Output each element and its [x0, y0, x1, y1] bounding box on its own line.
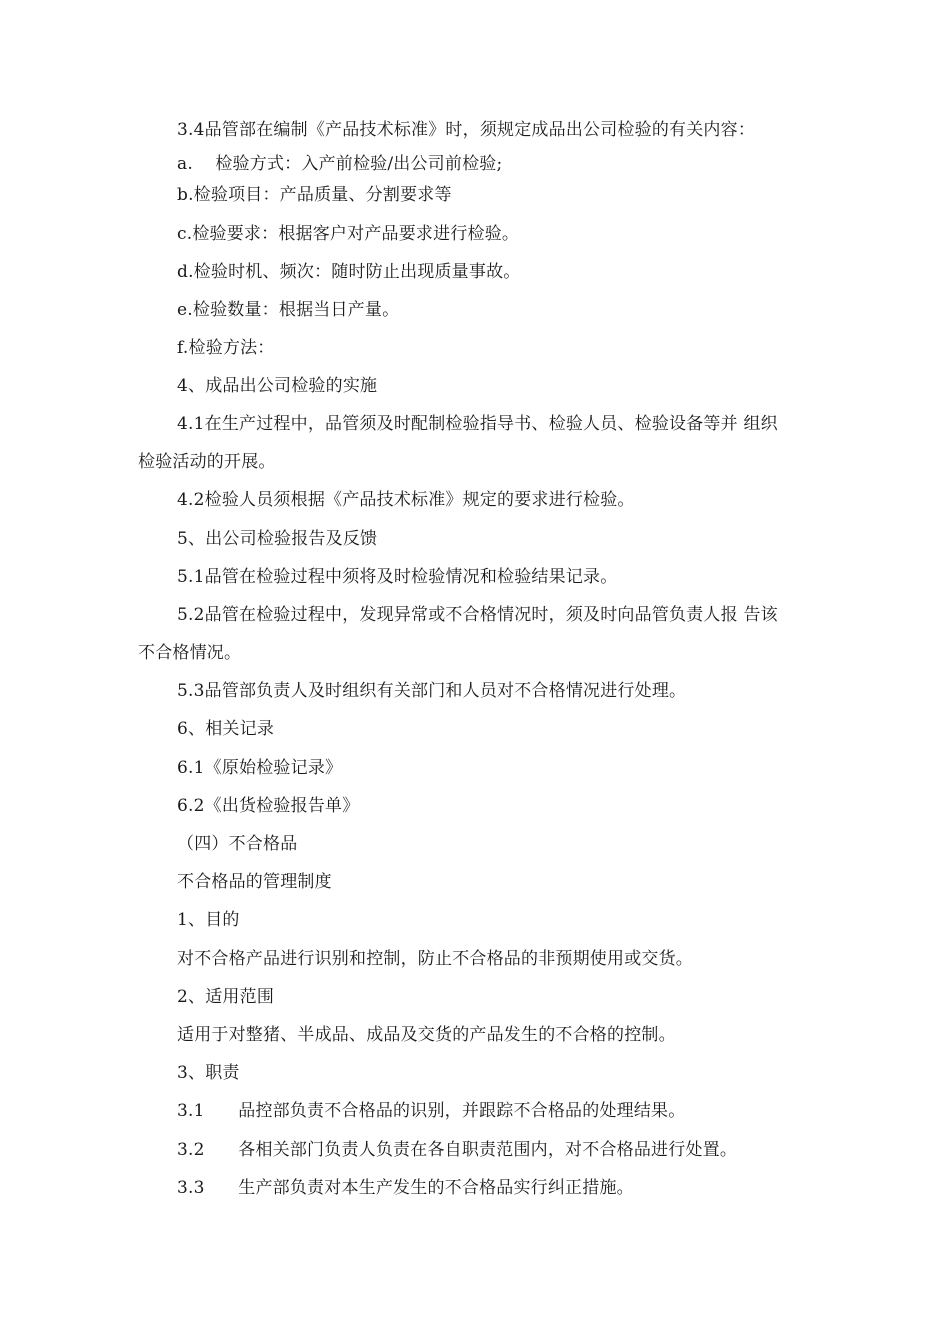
list-item-d: d.检验时机、频次：随时防止出现质量事故。: [177, 262, 521, 282]
record-item-6-1: 6.1《原始检验记录》: [177, 758, 343, 778]
paragraph-5-2: 5.2品管在检验过程中，发现异常或不合格情况时，须及时向品管负责人报 告该: [177, 605, 778, 625]
paragraph-5-3: 5.3品管部负责人及时组织有关部门和人员对不合格情况进行处理。: [177, 681, 687, 701]
paragraph-4-1-continued: 检验活动的开展。: [138, 452, 276, 472]
section-heading-duties: 3、职责: [177, 1063, 240, 1083]
list-item-a: a. 检验方式：入产前检验/出公司前检验;: [177, 154, 503, 174]
list-item-b: b.检验项目：产品质量、分割要求等: [177, 185, 452, 205]
duty-item-3-2: 3.2 各相关部门负责人负责在各自职责范围内，对不合格品进行处置。: [177, 1140, 738, 1160]
paragraph-3-4: 3.4品管部在编制《产品技术标准》时，须规定成品出公司检验的有关内容：: [177, 120, 756, 140]
paragraph-4-1: 4.1在生产过程中，品管须及时配制检验指导书、检验人员、检验设备等并 组织: [177, 414, 778, 434]
section-heading-purpose: 1、目的: [177, 910, 240, 930]
section-heading-4: 4、成品出公司检验的实施: [177, 376, 378, 396]
list-item-c: c.检验要求：根据客户对产品要求进行检验。: [177, 224, 520, 244]
chapter-heading-4: （四）不合格品: [177, 834, 298, 854]
list-item-e: e.检验数量：根据当日产量。: [177, 300, 400, 320]
paragraph-5-2-continued: 不合格情况。: [138, 643, 242, 663]
duty-item-3-3: 3.3 生产部负责对本生产发生的不合格品实行纠正措施。: [177, 1178, 634, 1198]
section-heading-5: 5、出公司检验报告及反馈: [177, 529, 378, 549]
policy-title: 不合格品的管理制度: [177, 872, 332, 892]
section-heading-6: 6、相关记录: [177, 719, 275, 739]
paragraph-purpose: 对不合格产品进行识别和控制，防止不合格品的非预期使用或交货。: [177, 949, 693, 969]
section-heading-scope: 2、适用范围: [177, 987, 275, 1007]
paragraph-4-2: 4.2检验人员须根据《产品技术标准》规定的要求进行检验。: [177, 490, 635, 510]
duty-item-3-1: 3.1 品控部负责不合格品的识别，并跟踪不合格品的处理结果。: [177, 1101, 686, 1121]
paragraph-5-1: 5.1品管在检验过程中须将及时检验情况和检验结果记录。: [177, 567, 618, 587]
record-item-6-2: 6.2《出货检验报告单》: [177, 796, 360, 816]
paragraph-scope: 适用于对整猪、半成品、成品及交货的产品发生的不合格的控制。: [177, 1025, 676, 1045]
list-item-f: f.检验方法：: [177, 338, 275, 358]
